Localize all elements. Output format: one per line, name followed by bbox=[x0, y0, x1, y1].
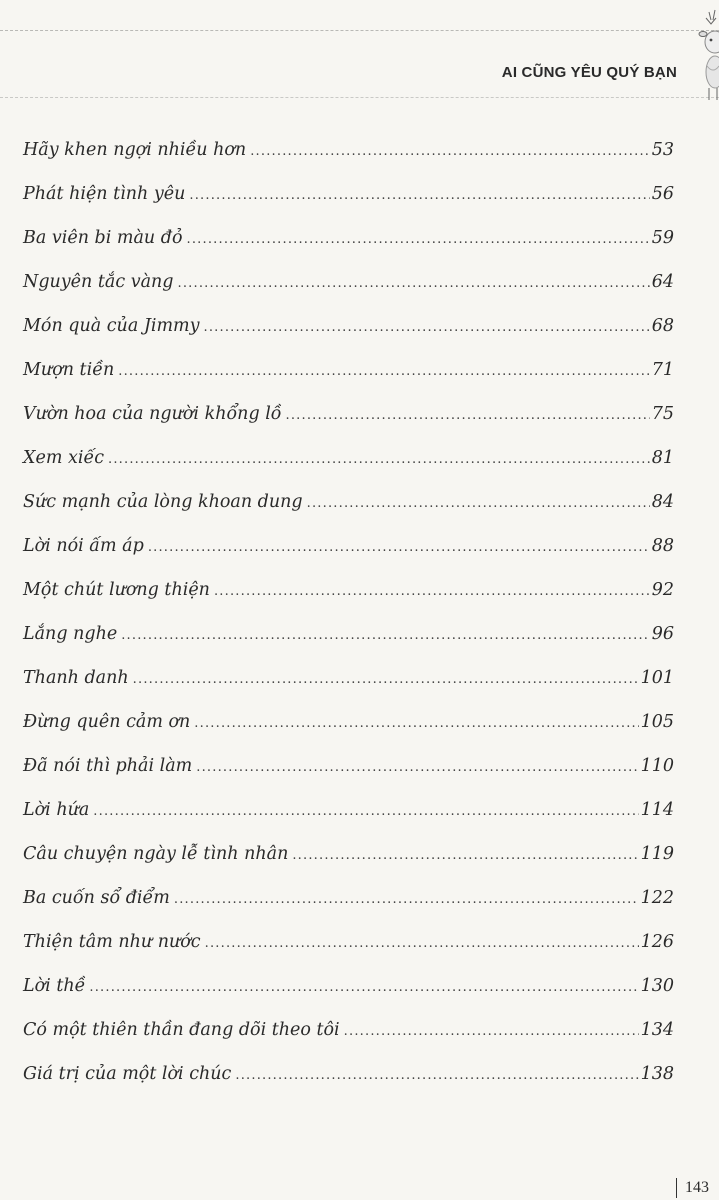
toc-entry bbox=[23, 800, 674, 834]
toc-entry-title: Phát hiện tình yêu bbox=[23, 184, 186, 204]
toc-leader-dots bbox=[133, 672, 639, 687]
toc-entry-title: Ba cuốn sổ điểm bbox=[23, 888, 170, 908]
toc-entry-title: Xem xiếc bbox=[23, 448, 105, 468]
toc-leader-dots bbox=[118, 364, 649, 379]
toc-entry-title: Đừng quên cảm ơn bbox=[23, 712, 191, 732]
toc-entry-title: Lắng nghe bbox=[23, 624, 118, 644]
toc-entry bbox=[23, 360, 674, 394]
toc-leader-dots bbox=[189, 188, 649, 203]
toc-entry bbox=[23, 976, 674, 1010]
toc-entry-page: 101 bbox=[640, 668, 674, 688]
toc-leader-dots bbox=[205, 936, 639, 951]
toc-entry-title: Lời hứa bbox=[23, 800, 90, 820]
running-header-title: AI CŨNG YÊU QUÝ BẠN bbox=[501, 64, 677, 81]
toc-entry bbox=[23, 888, 674, 922]
toc-entry-title: Lời thề bbox=[23, 976, 86, 996]
toc-entry bbox=[23, 492, 674, 526]
deer-mascot-icon bbox=[689, 4, 719, 114]
toc-leader-dots bbox=[250, 144, 650, 159]
toc-entry bbox=[23, 1020, 674, 1054]
toc-entry-page: 75 bbox=[651, 404, 674, 424]
page-footer bbox=[676, 1178, 709, 1198]
toc-leader-dots bbox=[286, 408, 650, 423]
page-number: 143 bbox=[685, 1179, 709, 1196]
toc-entry-title: Câu chuyện ngày lễ tình nhân bbox=[23, 844, 289, 864]
toc-entry bbox=[23, 624, 674, 658]
toc-entry-page: 88 bbox=[651, 536, 674, 556]
header-rule-bottom bbox=[0, 97, 719, 98]
toc-entry-title: Giá trị của một lời chúc bbox=[23, 1064, 232, 1084]
toc-leader-dots bbox=[204, 320, 650, 335]
toc-entry-title: Sức mạnh của lòng khoan dung bbox=[23, 492, 303, 512]
toc-entry-title: Có một thiên thần đang dõi theo tôi bbox=[23, 1020, 340, 1040]
toc-entry bbox=[23, 272, 674, 306]
toc-entry-title: Món quà của Jimmy bbox=[23, 316, 200, 336]
toc-entry-page: 138 bbox=[640, 1064, 674, 1084]
toc-entry bbox=[23, 140, 674, 174]
toc-entry-title: Ba viên bi màu đỏ bbox=[23, 228, 183, 248]
footer-divider bbox=[676, 1178, 677, 1198]
toc-leader-dots bbox=[174, 892, 639, 907]
toc-entry bbox=[23, 932, 674, 966]
toc-entry-title: Hãy khen ngợi nhiều hơn bbox=[23, 140, 247, 160]
toc-leader-dots bbox=[148, 540, 650, 555]
toc-entry-page: 134 bbox=[640, 1020, 674, 1040]
toc-entry-page: 110 bbox=[640, 756, 674, 776]
toc-entry-page: 81 bbox=[651, 448, 674, 468]
toc-entry-page: 59 bbox=[651, 228, 674, 248]
toc-leader-dots bbox=[93, 804, 638, 819]
toc-entry bbox=[23, 1064, 674, 1098]
toc-entry-title: Đã nói thì phải làm bbox=[23, 756, 193, 776]
toc-leader-dots bbox=[344, 1024, 639, 1039]
toc-entry-title: Thanh danh bbox=[23, 668, 129, 688]
toc-entry-page: 71 bbox=[651, 360, 674, 380]
toc-entry-page: 122 bbox=[640, 888, 674, 908]
toc-entry bbox=[23, 668, 674, 702]
toc-entry bbox=[23, 756, 674, 790]
toc-leader-dots bbox=[307, 496, 650, 511]
toc-leader-dots bbox=[121, 628, 650, 643]
toc-entry-page: 96 bbox=[651, 624, 674, 644]
toc-entry-page: 53 bbox=[651, 140, 674, 160]
toc-leader-dots bbox=[292, 848, 638, 863]
toc-entry-page: 68 bbox=[651, 316, 674, 336]
toc-leader-dots bbox=[178, 276, 650, 291]
toc-entry bbox=[23, 536, 674, 570]
toc-leader-dots bbox=[108, 452, 650, 467]
toc-entry-page: 130 bbox=[640, 976, 674, 996]
toc-entry bbox=[23, 580, 674, 614]
toc-entry bbox=[23, 712, 674, 746]
toc-entry-page: 119 bbox=[640, 844, 674, 864]
toc-leader-dots bbox=[194, 716, 638, 731]
toc-entry-page: 114 bbox=[640, 800, 674, 820]
toc-entry-page: 92 bbox=[651, 580, 674, 600]
toc-entry-page: 56 bbox=[651, 184, 674, 204]
toc-entry-title: Một chút lương thiện bbox=[23, 580, 210, 600]
toc-leader-dots bbox=[214, 584, 650, 599]
toc-entry-page: 64 bbox=[651, 272, 674, 292]
toc-entry-title: Vườn hoa của người khổng lồ bbox=[23, 404, 282, 424]
toc-entry-title: Nguyên tắc vàng bbox=[23, 272, 174, 292]
toc-entry-title: Mượn tiền bbox=[23, 360, 115, 380]
toc-entry-page: 126 bbox=[640, 932, 674, 952]
toc-entry bbox=[23, 184, 674, 218]
toc-leader-dots bbox=[187, 232, 650, 247]
toc-entry bbox=[23, 228, 674, 262]
toc-entry-title: Lời nói ấm áp bbox=[23, 536, 144, 556]
toc-entry-page: 84 bbox=[651, 492, 674, 512]
toc-entry bbox=[23, 404, 674, 438]
toc-leader-dots bbox=[196, 760, 638, 775]
toc-entry bbox=[23, 448, 674, 482]
header-rule-top bbox=[0, 30, 719, 31]
toc-entry-page: 105 bbox=[640, 712, 674, 732]
toc-entry bbox=[23, 316, 674, 350]
toc-leader-dots bbox=[235, 1068, 638, 1083]
toc-entry-title: Thiện tâm như nước bbox=[23, 932, 201, 952]
toc-entry bbox=[23, 844, 674, 878]
toc-leader-dots bbox=[89, 980, 638, 995]
